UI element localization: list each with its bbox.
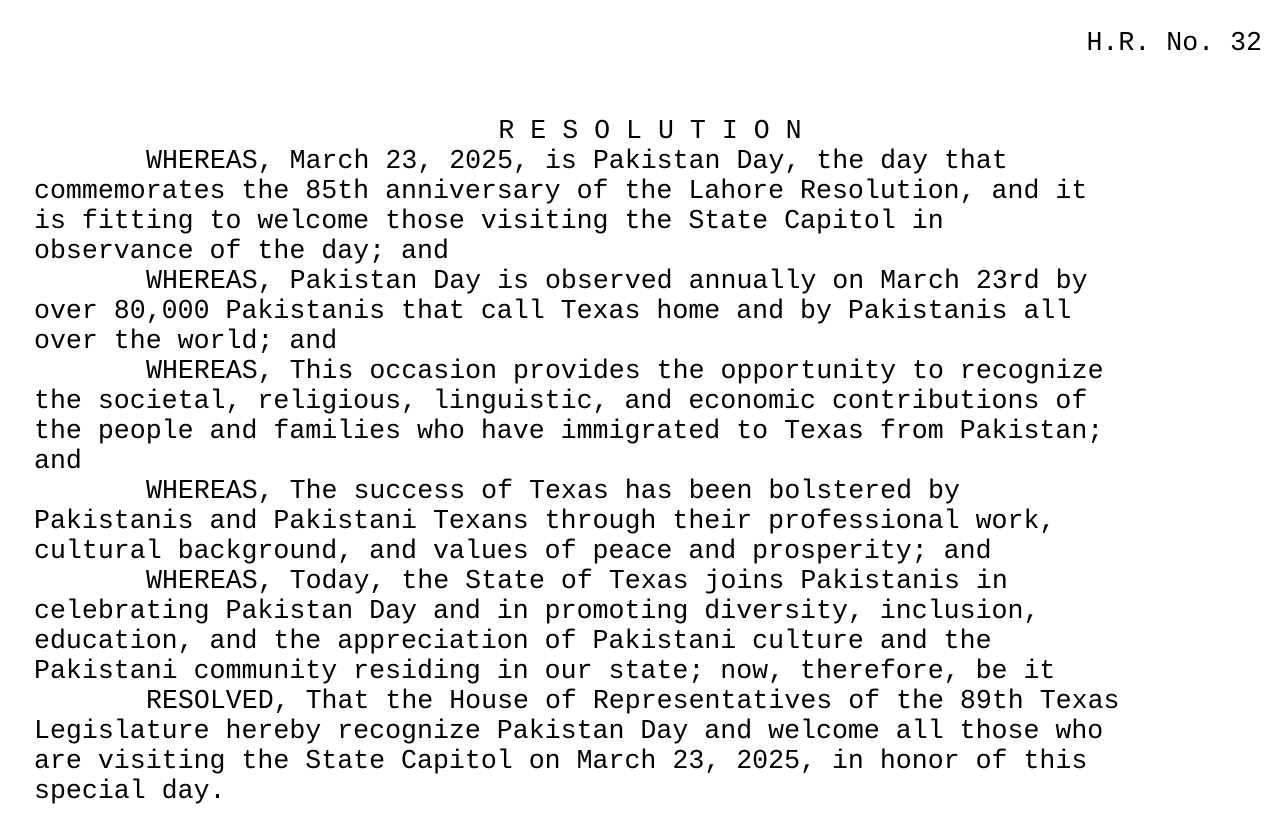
body-line: observance of the day; and: [34, 236, 449, 266]
body-line: the people and families who have immigrated to Texas from Pakistan;: [34, 416, 1104, 446]
body-line: Pakistanis and Pakistani Texans through their professional work,: [34, 506, 1056, 536]
body-line: WHEREAS, Today, the State of Texas joins Pakistanis in: [146, 566, 1008, 596]
body-line: WHEREAS, The success of Texas has been bolstered by: [146, 476, 960, 506]
bill-number: H.R. No. 32: [1086, 28, 1262, 58]
resolution-body: [34, 146, 1120, 806]
resolution-title: R E S O L U T I O N: [498, 116, 802, 146]
body-line: education, and the appreciation of Pakistani culture and the: [34, 626, 992, 656]
body-line: cultural background, and values of peace and prosperity; and: [34, 536, 992, 566]
body-line: over 80,000 Pakistanis that call Texas home and by Pakistanis all: [34, 296, 1072, 326]
body-line: RESOLVED, That the House of Representatives of the 89th Texas: [146, 686, 1120, 716]
body-line: are visiting the State Capitol on March 23, 2025, in honor of this: [34, 746, 1088, 776]
body-line: and: [34, 446, 82, 476]
body-line: is fitting to welcome those visiting the State Capitol in: [34, 206, 944, 236]
body-line: over the world; and: [34, 326, 338, 356]
body-line: special day.: [34, 776, 226, 806]
body-line: Legislature hereby recognize Pakistan Day and welcome all those who: [34, 716, 1104, 746]
body-line: WHEREAS, Pakistan Day is observed annually on March 23rd by: [146, 266, 1088, 296]
body-line: WHEREAS, This occasion provides the opportunity to recognize: [146, 356, 1104, 386]
body-line: WHEREAS, March 23, 2025, is Pakistan Day, the day that: [146, 146, 1008, 176]
body-line: Pakistani community residing in our state; now, therefore, be it: [34, 656, 1056, 686]
body-line: commemorates the 85th anniversary of the Lahore Resolution, and it: [34, 176, 1088, 206]
body-line: the societal, religious, linguistic, and economic contributions of: [34, 386, 1088, 416]
body-line: celebrating Pakistan Day and in promoting diversity, inclusion,: [34, 596, 1040, 626]
